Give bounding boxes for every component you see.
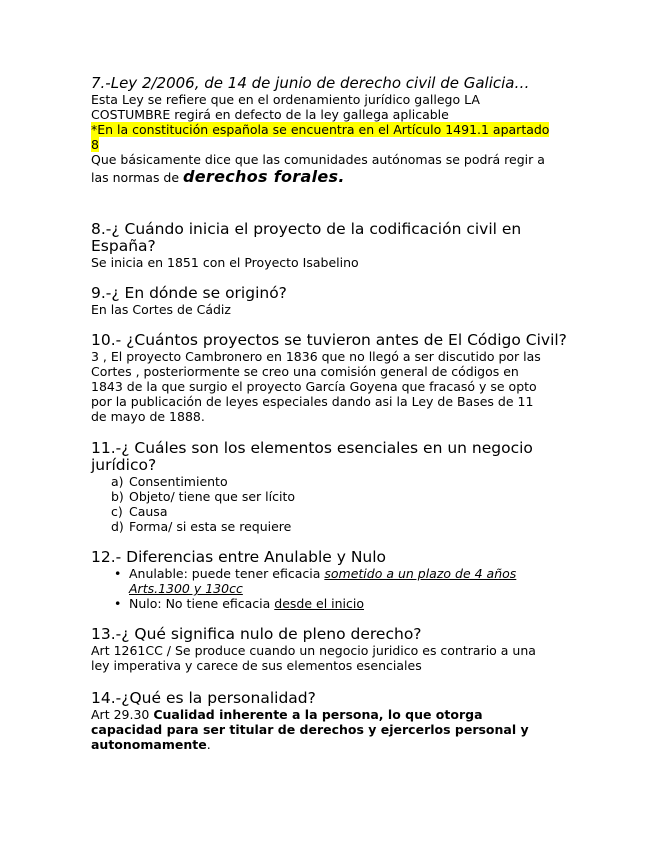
differences-list	[114, 566, 571, 611]
list-item: a) Consentimiento	[111, 474, 228, 489]
section-7-text: Que básicamente dice que las comunidades autónomas se podrá regir a	[91, 152, 545, 167]
section-13-heading: 13.-¿ Qué significa nulo de pleno derecho?	[91, 625, 422, 643]
section-10-text: por la publicación de leyes especiales dando asi la Ley de Bases de 11	[91, 394, 534, 409]
section-7-text: Esta Ley se refiere que en el ordenamiento jurídico gallego LA	[91, 92, 480, 107]
section-10-text: de mayo de 1888.	[91, 409, 205, 424]
section-8	[91, 221, 571, 270]
section-7-highlight: *En la constitución española se encuentra en el Artículo 1491.1 apartado	[91, 122, 550, 137]
section-10-text: 1843 de la que surgio el proyecto García Goyena que fracasó y se opto	[91, 379, 537, 394]
section-8-heading: España?	[91, 237, 156, 255]
list-item-nulo: • Nulo: No tiene eficacia desde el inicio	[114, 596, 365, 611]
document-content	[91, 75, 571, 752]
section-7-text: COSTUMBRE regirá en defecto de la ley gallega aplicable	[91, 107, 449, 122]
section-10-text: Cortes , posteriormente se creo una comisión general de códigos en	[91, 364, 519, 379]
section-10-heading: 10.- ¿Cuántos proyectos se tuvieron antes de El Código Civil?	[91, 331, 567, 349]
section-12	[91, 549, 571, 611]
section-7	[91, 75, 571, 188]
section-14-text: Art 29.30 Cualidad inherente a la persona, lo que otorga	[91, 707, 483, 722]
section-10	[91, 332, 571, 424]
section-13	[91, 626, 571, 673]
section-11-heading: jurídico?	[91, 456, 157, 474]
section-9	[91, 285, 571, 317]
section-10-text: 3 , El proyecto Cambronero en 1836 que no llegó a ser discutido por las	[91, 349, 541, 364]
section-9-answer: En las Cortes de Cádiz	[91, 302, 231, 317]
list-item: d) Forma/ si esta se requiere	[111, 519, 292, 534]
section-9-heading: 9.-¿ En dónde se originó?	[91, 284, 287, 302]
section-13-text: Art 1261CC / Se produce cuando un negocio juridico es contrario a una	[91, 643, 536, 658]
bullet-icon: •	[114, 566, 122, 581]
section-7-heading: 7.-Ley 2/2006, de 14 de junio de derecho civil de Galicia…	[91, 74, 530, 92]
section-11-heading: 11.-¿ Cuáles son los elementos esenciales en un negocio	[91, 439, 533, 457]
section-8-answer: Se inicia en 1851 con el Proyecto Isabelino	[91, 255, 359, 270]
section-13-text: ley imperativa y carece de sus elementos esenciales	[91, 658, 422, 673]
section-14-text: autonomamente.	[91, 737, 211, 752]
list-item: c) Causa	[111, 504, 168, 519]
bullet-icon: •	[114, 596, 122, 611]
list-item: b) Objeto/ tiene que ser lícito	[111, 489, 295, 504]
derechos-forales-emphasis: derechos forales	[183, 167, 339, 186]
section-14-text: capacidad para ser titular de derechos y ejercerlos personal y	[91, 722, 529, 737]
section-12-heading: 12.- Diferencias entre Anulable y Nulo	[91, 548, 387, 566]
elements-list	[111, 474, 571, 534]
section-8-heading: 8.-¿ Cuándo inicia el proyecto de la codificación civil en	[91, 220, 522, 238]
list-item-anulable: • Anulable: puede tener eficacia sometido a un plazo de 4 años Arts.1300 y 130cc	[114, 566, 517, 596]
section-11	[91, 440, 571, 534]
section-14	[91, 690, 571, 752]
section-14-heading: 14.-¿Qué es la personalidad?	[91, 689, 316, 707]
section-7-highlight: 8	[91, 137, 99, 152]
section-7-text: las normas de derechos forales.	[91, 167, 345, 186]
